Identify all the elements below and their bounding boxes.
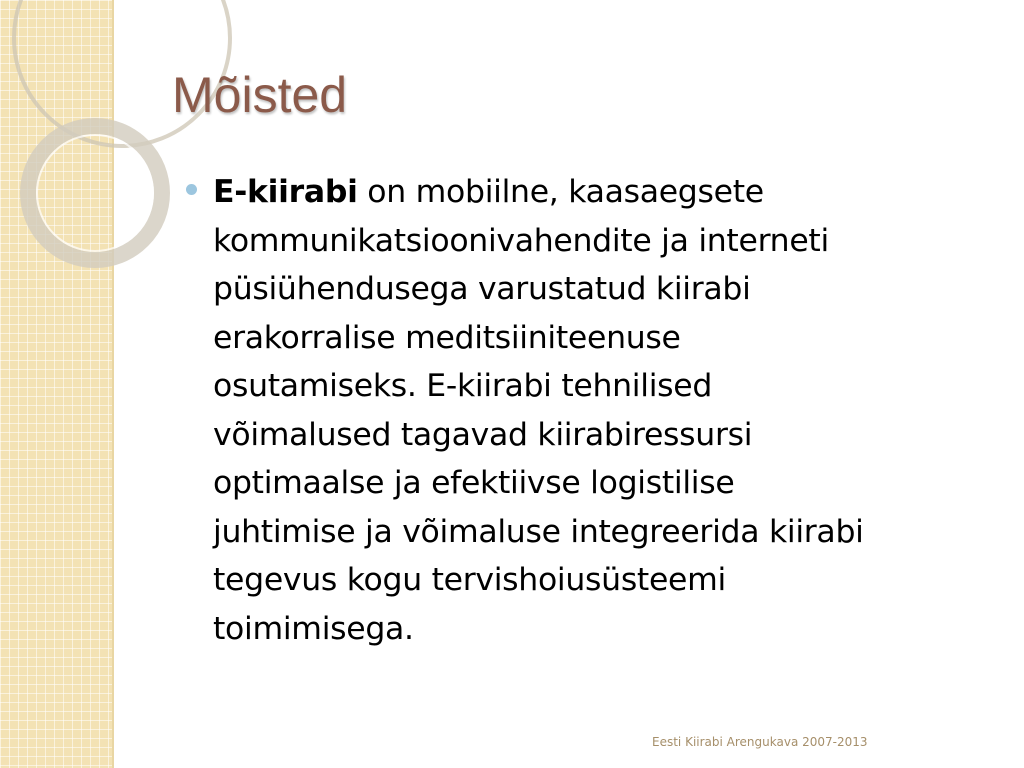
bullet-line: võimalused tagavad kiirabiressursi [213,416,753,453]
bullet-term: E-kiirabi [213,174,358,210]
bullet-line [213,168,1006,217]
bullet-line: osutamiseks. E-kiirabi tehnilised [213,368,713,404]
bullet-item-e-kiirabi [186,168,1006,653]
bullet-dot-icon [186,184,197,195]
bullet-line: kommunikatsioonivahendite ja interneti [213,222,829,259]
slide-footer: Eesti Kiirabi Arengukava 2007-2013 [652,735,868,749]
bullet-line: optimaalse ja efektiivse logistilise [213,465,735,501]
bullet-line: erakorralise meditsiiniteenuse [213,319,681,356]
bullet-line: püsiühendusega varustatud kiirabi [213,271,751,307]
decorative-ring-middle-highlight [36,134,154,252]
bullet-line-text: on mobiilne, kaasaegsete [357,174,764,210]
bullet-line: tegevus kogu tervishoiusüsteemi [213,562,726,598]
slide-title: Mõisted [172,67,348,123]
bullet-line: juhtimise ja võimaluse integreerida kiirabi [213,513,864,550]
slide-content [186,168,1006,653]
bullet-list [186,168,1006,653]
bullet-line: toimimisega. [213,610,414,647]
